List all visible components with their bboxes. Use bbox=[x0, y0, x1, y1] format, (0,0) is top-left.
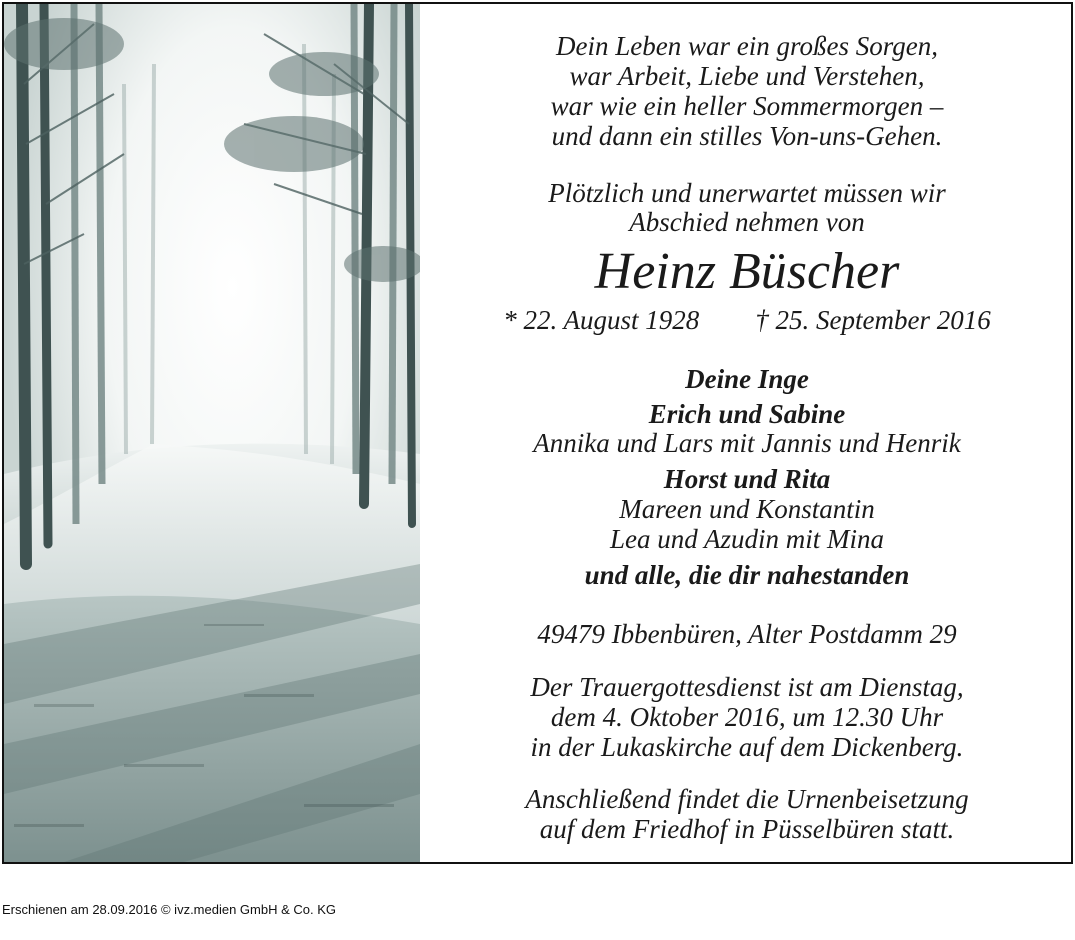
birth-date: * 22. August 1928 bbox=[503, 305, 700, 335]
intro-line-2: Abschied nehmen von bbox=[629, 207, 865, 237]
mourner-family1-children: Annika und Lars mit Jannis und Henrik bbox=[533, 428, 961, 458]
burial-line-1: Anschließend findet die Urnenbeisetzung bbox=[525, 784, 969, 814]
mourner-others: und alle, die dir nahestanden bbox=[584, 560, 910, 590]
poem-line-1: Dein Leben war ein großes Sorgen, bbox=[556, 31, 938, 61]
obituary-notice bbox=[2, 2, 1073, 864]
obituary-text bbox=[421, 4, 1073, 862]
mourner-family2-parents: Horst und Rita bbox=[663, 464, 831, 494]
intro-line-1: Plötzlich und unerwartet müssen wir bbox=[548, 178, 946, 208]
poem-line-3: war wie ein heller Sommermorgen – bbox=[550, 91, 944, 121]
publication-footer: Erschienen am 28.09.2016 © ivz.medien GmbH & Co. KG bbox=[2, 902, 337, 917]
mourner-family1-parents: Erich und Sabine bbox=[648, 399, 846, 429]
mourner-spouse: Deine Inge bbox=[685, 364, 809, 394]
address: 49479 Ibbenbüren, Alter Postdamm 29 bbox=[537, 619, 957, 649]
life-dates bbox=[421, 305, 1073, 335]
service-line-1: Der Trauergottesdienst ist am Dienstag, bbox=[530, 672, 964, 702]
death-date: † 25. September 2016 bbox=[755, 305, 991, 335]
forest-path-image bbox=[4, 4, 420, 862]
deceased-name: Heinz Büscher bbox=[594, 243, 900, 300]
poem-line-2: war Arbeit, Liebe und Verstehen, bbox=[569, 61, 925, 91]
service-line-2: dem 4. Oktober 2016, um 12.30 Uhr bbox=[550, 702, 944, 732]
poem-line-4: und dann ein stilles Von-uns-Gehen. bbox=[551, 121, 943, 151]
mourner-family2-children-2: Lea und Azudin mit Mina bbox=[609, 524, 884, 554]
mourner-family2-children-1: Mareen und Konstantin bbox=[619, 494, 875, 524]
burial-line-2: auf dem Friedhof in Püsselbüren statt. bbox=[539, 814, 955, 844]
forest-path-photo bbox=[4, 4, 420, 862]
service-line-3: in der Lukaskirche auf dem Dickenberg. bbox=[530, 732, 964, 762]
